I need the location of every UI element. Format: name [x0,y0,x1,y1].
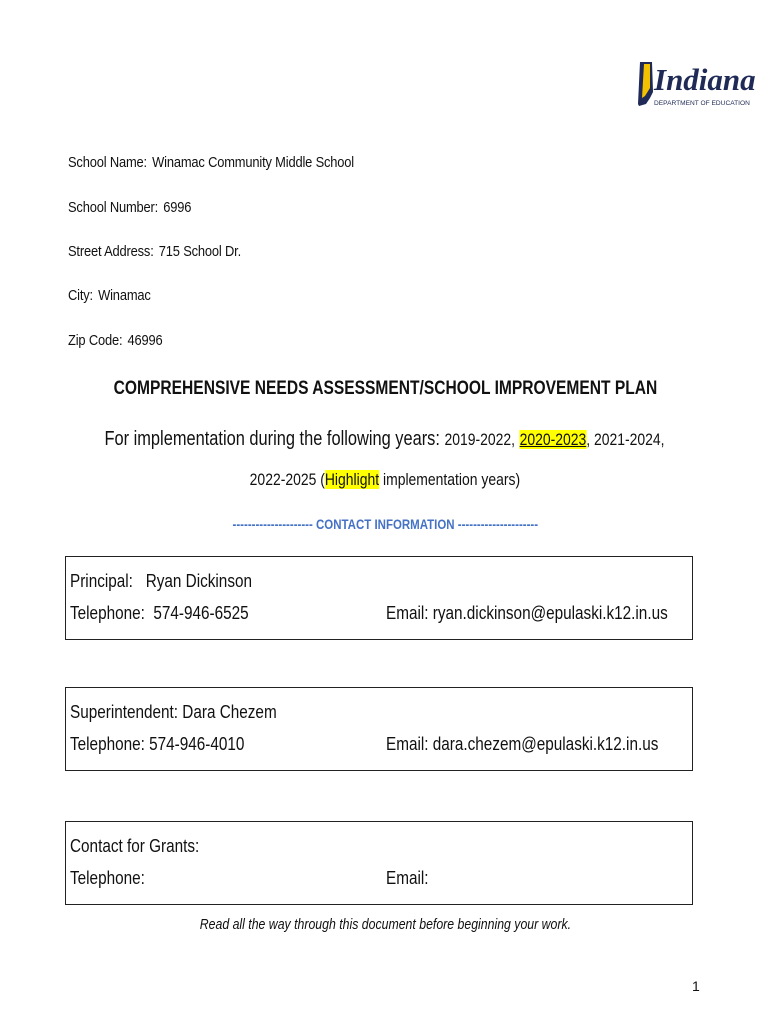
superintendent-telephone: 574-946-4010 [149,734,245,754]
grants-contact-box [65,821,693,905]
grants-email-label: Email: [386,868,429,888]
superintendent-contact-box [65,687,693,771]
superintendent-telephone-label: Telephone: [70,734,145,754]
logo-subtitle: DEPARTMENT OF EDUCATION [654,100,750,107]
year-2020-2023-highlighted: 2020-2023 [520,430,587,449]
school-name-line [68,154,354,171]
zip-code-value: 46996 [127,332,163,349]
zip-code-label: Zip Code: [68,332,123,349]
year-2021-2024: , 2021-2024, [586,430,666,449]
street-address-value: 715 School Dr. [158,243,241,260]
grants-contact-label: Contact for Grants: [70,836,200,856]
superintendent-email: dara.chezem@epulaski.k12.in.us [432,734,659,754]
superintendent-email-label: Email: [386,734,429,754]
principal-telephone-label: Telephone: [70,603,145,623]
school-number-value: 6996 [163,199,192,216]
implementation-years-line [0,428,770,451]
year-2022-2025: 2022-2025 ( [249,470,325,489]
school-name-label: School Name: [68,154,147,171]
street-address-line [68,243,241,260]
principal-contact-box [65,556,693,640]
superintendent-label: Superintendent: [70,702,179,722]
superintendent-name: Dara Chezem [182,702,277,722]
implementation-prefix: For implementation during the following years: [104,428,441,450]
city-value: Winamac [98,287,151,304]
school-name-value: Winamac Community Middle School [152,154,354,171]
year-2019-2022: 2019-2022, [444,430,516,449]
street-address-label: Street Address: [68,243,154,260]
instruction-note: Read all the way through this document before beginning your work. [199,916,571,933]
page-number: 1 [692,978,700,994]
principal-telephone: 574-946-6525 [153,603,249,623]
city-label: City: [68,287,93,304]
implementation-years-line-2 [0,470,770,490]
school-number-label: School Number: [68,199,159,216]
principal-telephone-line [70,603,249,624]
superintendent-telephone-line [70,734,244,755]
principal-email-label: Email: [386,603,429,623]
principal-email: ryan.dickinson@epulaski.k12.in.us [432,603,668,623]
contact-information-header: --------------------- CONTACT INFORMATION --------------------- [232,516,538,532]
logo-name: Indiana [654,62,756,97]
page-title: COMPREHENSIVE NEEDS ASSESSMENT/SCHOOL IMPROVEMENT PLAN [113,378,657,399]
grants-telephone-label: Telephone: [70,868,145,888]
implementation-suffix: implementation years) [379,470,521,489]
principal-line [70,571,252,592]
highlight-word: Highlight [324,470,380,489]
school-number-line [68,199,191,216]
indiana-doe-logo [636,58,756,110]
principal-label: Principal: [70,571,133,591]
principal-email-line [386,603,668,624]
indiana-state-outline-icon [636,58,756,110]
superintendent-line [70,702,277,723]
zip-code-line [68,332,163,349]
superintendent-email-line [386,734,658,755]
principal-name: Ryan Dickinson [145,571,252,591]
city-line [68,287,151,304]
